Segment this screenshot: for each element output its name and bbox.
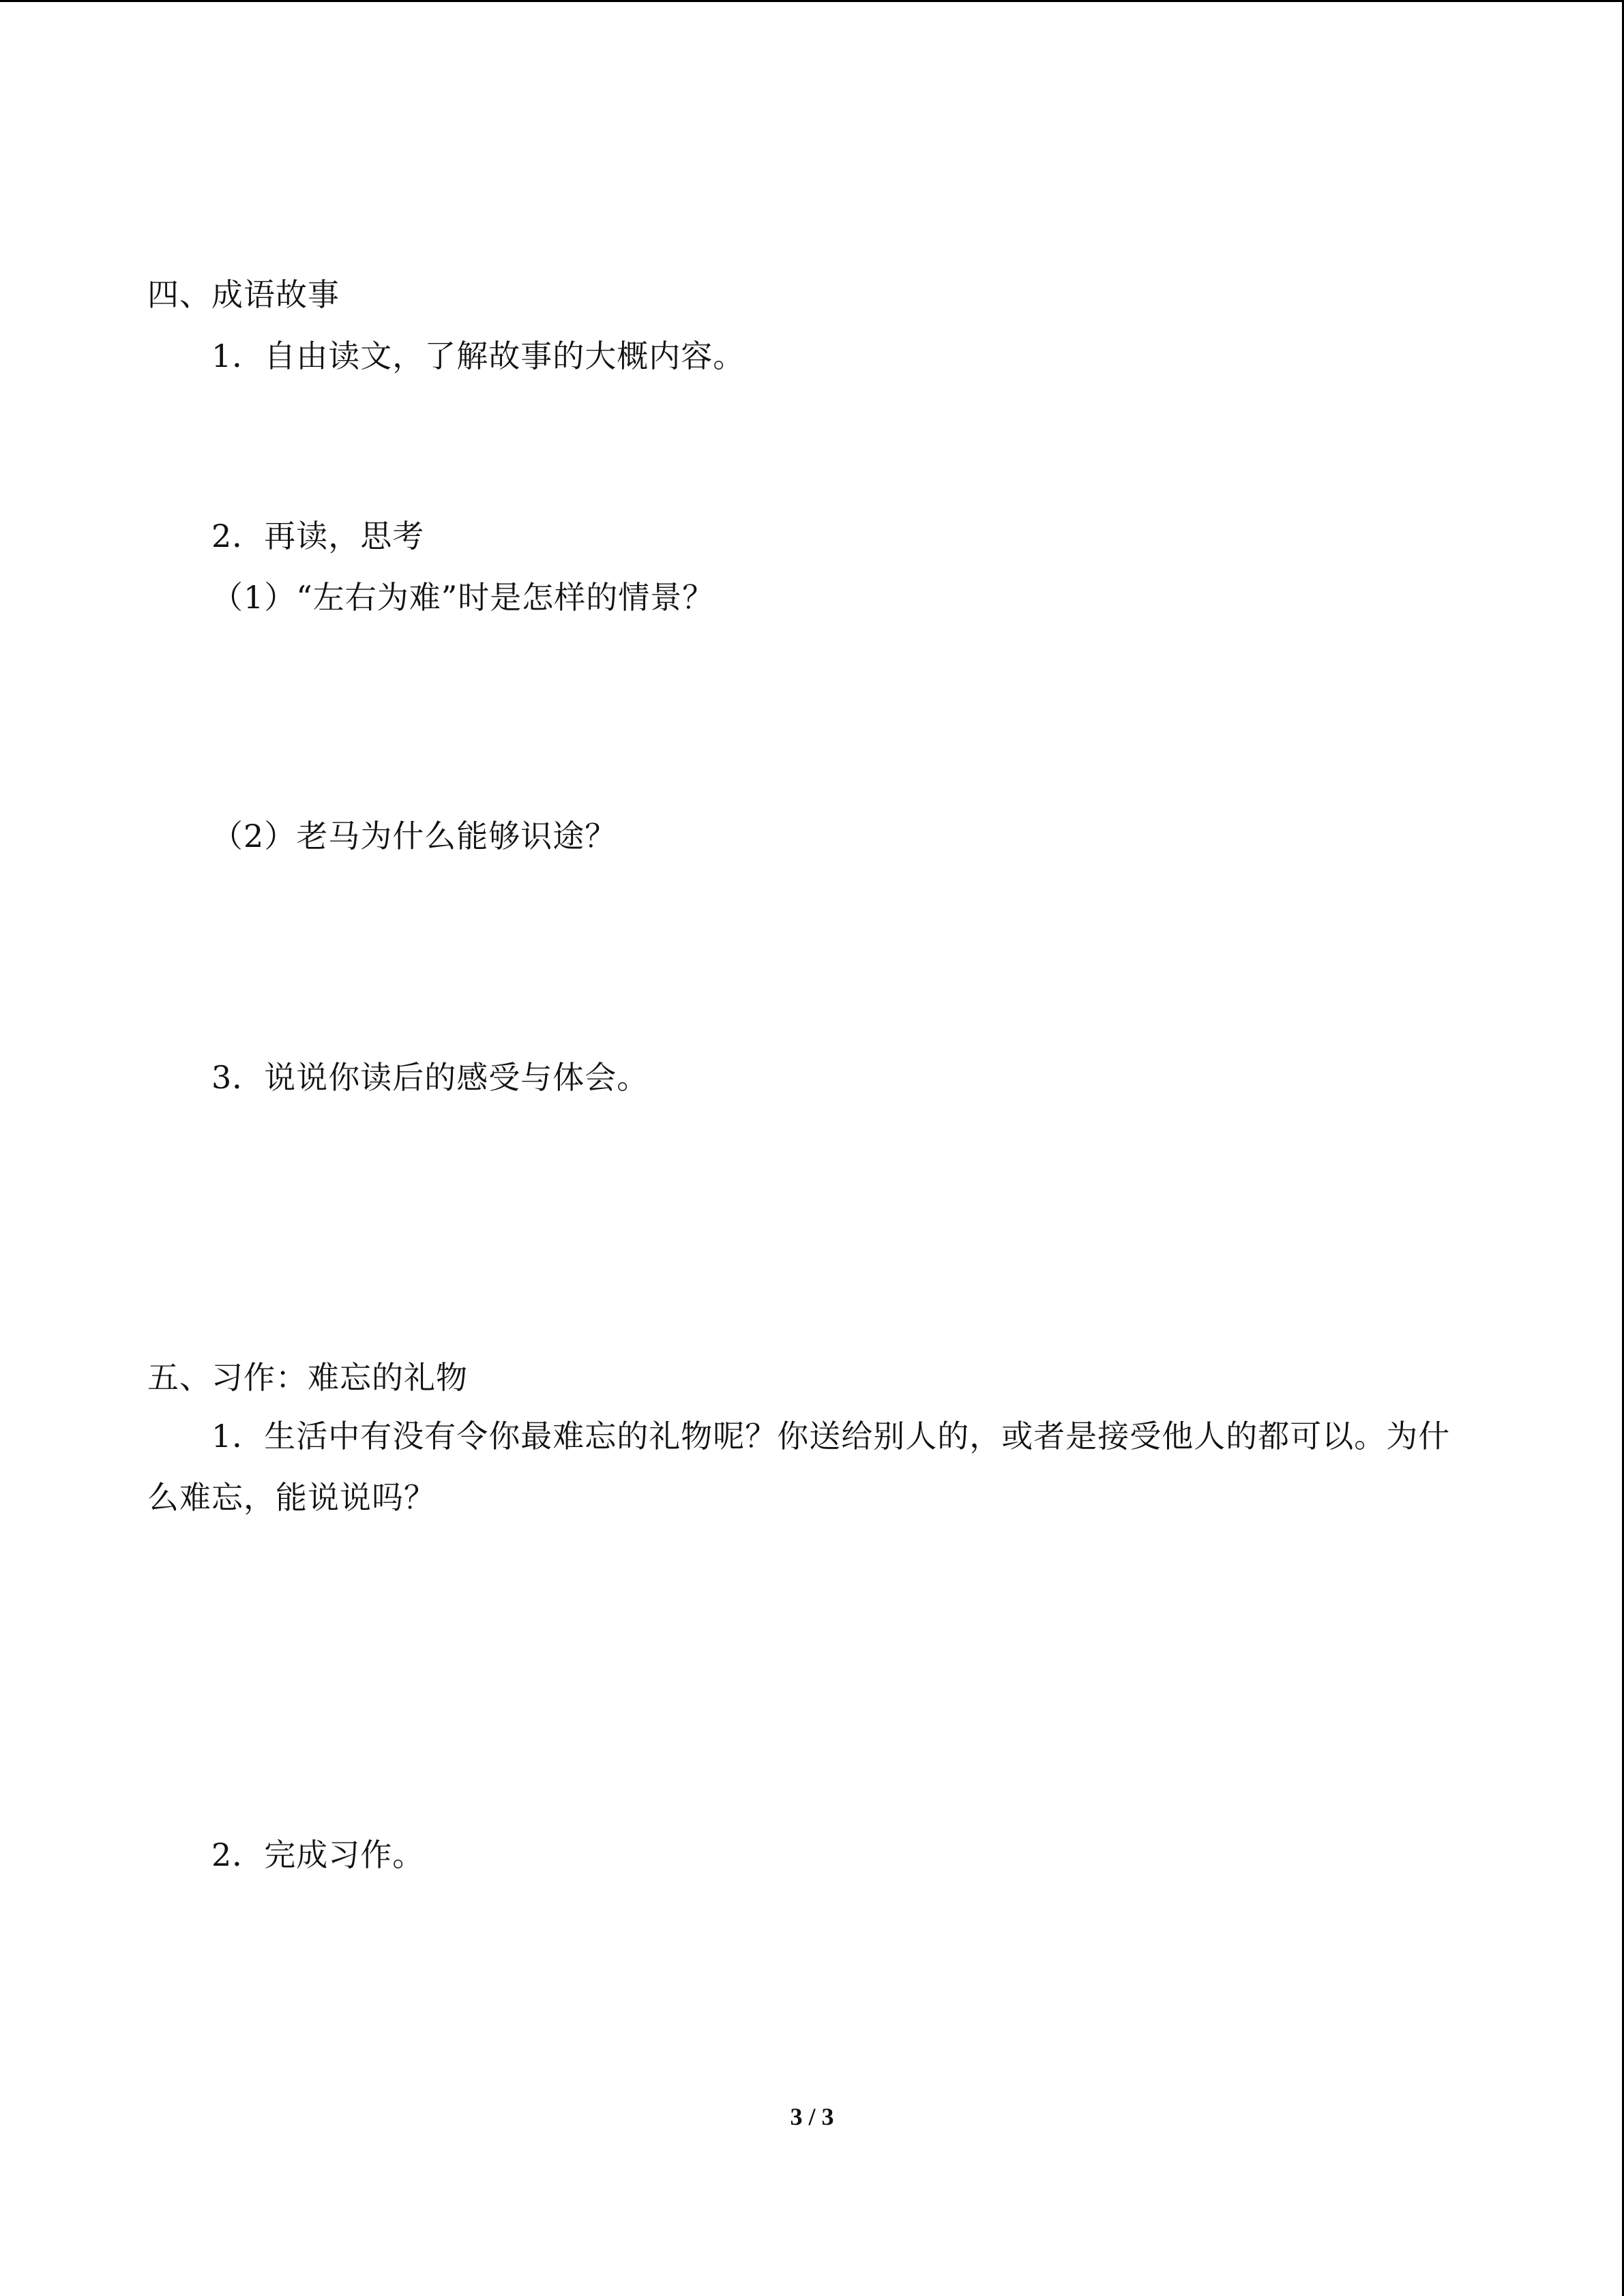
section-4-question-1: 1．自由读文，了解故事的大概内容。: [211, 338, 745, 374]
section-4-heading: 四、成语故事: [147, 276, 340, 313]
page-number: 3 / 3: [790, 2103, 834, 2130]
section-4-question-2-1: （1）“左右为难”时是怎样的情景？: [211, 579, 715, 616]
section-5-question-1-line-2: 么难忘，能说说吗？: [147, 1479, 436, 1516]
section-4-question-2: 2．再读，思考: [211, 518, 425, 554]
section-4-question-2-2: （2）老马为什么能够识途？: [211, 818, 617, 854]
section-4-question-3: 3．说说你读后的感受与体会。: [211, 1059, 649, 1096]
section-5-question-1-line-1: 1．生活中有没有令你最难忘的礼物呢？你送给别人的，或者是接受他人的都可以。为什: [211, 1418, 1451, 1455]
section-5-question-2: 2．完成习作。: [211, 1836, 425, 1873]
page-top-border: [0, 0, 1624, 2]
section-5-heading: 五、习作：难忘的礼物: [147, 1359, 468, 1396]
